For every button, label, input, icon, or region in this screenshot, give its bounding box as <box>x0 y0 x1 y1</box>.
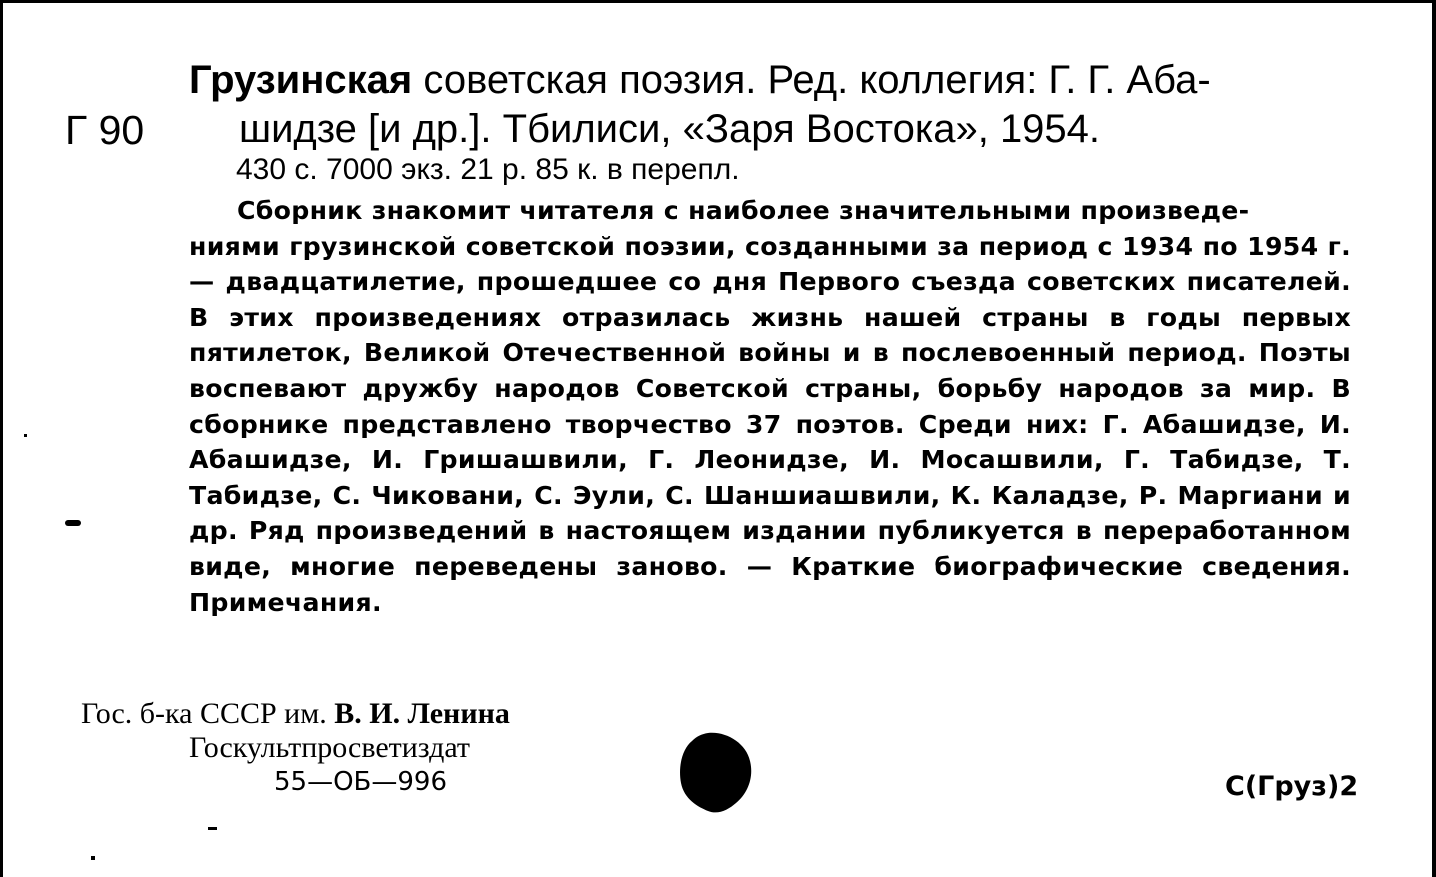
speck-mark <box>65 520 81 526</box>
library-line <box>81 697 510 731</box>
annotation <box>189 193 1351 620</box>
library-name: В. И. Ленина <box>334 697 510 730</box>
title-line-2: шидзе [и др.]. Тбилиси, «Заря Востока», 1954. <box>239 107 1101 151</box>
shelf-mark: Г 90 <box>65 107 145 153</box>
speck-mark <box>91 856 95 860</box>
annotation-body: ниями грузинской советской поэзии, созданными за период с 1934 по 1954 г. — двадцатилетие, прошедшее со дня Первого съезда советских писателей. В этих произведениях отразилась жизнь нашей страны в годы первых пятилеток, Великой Отечественной войны и в послевоенный период. Поэты воспевают дружбу народов Советской страны, борьбу народов за мир. В сборнике представлено творчество 37 поэтов. Среди них: Г. Абашидзе, И. Абашидзе, И. Гришашвили, Г. Леонидзе, И. Мосашвили, Г. Табидзе, Т. Табидзе, С. Чиковани, С. Эули, С. Шаншиашвили, К. Каладзе, Р. Маргиани и др. Ряд произведений в настоящем издании публикуется в переработанном виде, многие переведены заново. — Краткие биографические сведения. Примечания. <box>189 231 1351 617</box>
library-prefix: Гос. б-ка СССР им. <box>81 697 335 730</box>
annotation-first-line: Сборник знакомит читателя с наиболее значительными произведе- <box>237 196 1250 225</box>
speck-mark <box>208 827 217 830</box>
punch-hole-icon <box>678 731 754 815</box>
title-line-1-rest: советская поэзия. Ред. коллегия: Г. Г. Аба- <box>412 58 1211 102</box>
order-number: 55—ОБ—996 <box>274 767 448 797</box>
title-line-1 <box>189 58 1211 103</box>
speck-mark <box>24 434 27 437</box>
title-bold-word: Грузинская <box>189 58 413 102</box>
footer-left <box>81 697 510 799</box>
classification-mark: С(Груз)2 <box>1225 771 1359 802</box>
imprint: 430 с. 7000 экз. 21 р. 85 к. в перепл. <box>236 153 740 186</box>
publisher: Госкультпросветиздат <box>189 731 471 764</box>
